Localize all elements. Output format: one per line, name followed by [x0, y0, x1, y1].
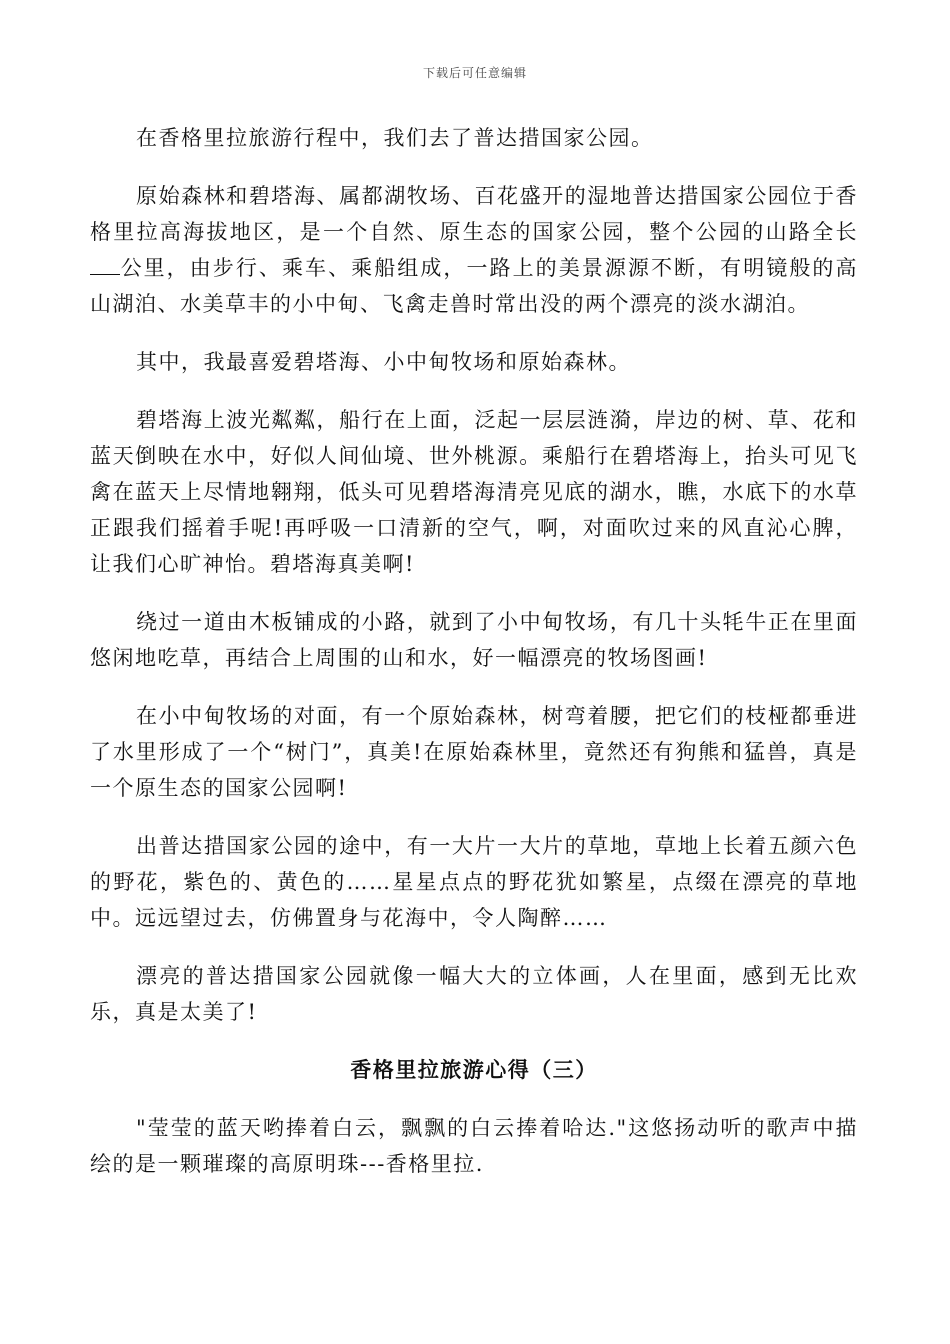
paragraph-forest: 在小中甸牧场的对面，有一个原始森林，树弯着腰，把它们的枝桠都垂进了水里形成了一个“树门”，真美!在原始森林里，竟然还有狗熊和猛兽，真是一个原生态的国家公园啊!: [90, 704, 858, 800]
fill-in-blank: [90, 256, 120, 275]
paragraph-pasture: 绕过一道由木板铺成的小路，就到了小中甸牧场，有几十头牦牛正在里面悠闲地吃草，再结合上周围的山和水，好一幅漂亮的牧场图画!: [90, 610, 858, 670]
paragraph-meadow: 出普达措国家公园的途中，有一大片一大片的草地，草地上长着五颜六色的野花，紫色的、黄色的……星星点点的野花犹如繁星，点缀在漂亮的草地中。远远望过去，仿佛置身与花海中，令人陶醉……: [90, 834, 858, 930]
paragraph-intro: 在香格里拉旅游行程中，我们去了普达措国家公园。: [136, 126, 654, 150]
paragraph-bita-lake: 碧塔海上波光粼粼，船行在上面，泛起一层层涟漪，岸边的树、草、花和蓝天倒映在水中，好似人间仙境、世外桃源。乘船行在碧塔海上，抬头可见飞禽在蓝天上尽情地翱翔，低头可见碧塔海清亮见底的湖水，瞧，水底下的水草正跟我们摇着手呢!再呼吸一口清新的空气，啊，对面吹过来的风直沁心脾，让我们心旷神怡。碧塔海真美啊!: [90, 408, 858, 576]
paragraph-favorites: 其中，我最喜爱碧塔海、小中甸牧场和原始森林。: [136, 350, 631, 374]
paragraph-song-intro: "莹莹的蓝天哟捧着白云，飘飘的白云捧着哈达."这悠扬动听的歌声中描绘的是一颗璀璨的高原明珠---香格里拉.: [90, 1116, 858, 1176]
paragraph-park-overview-part1: 原始森林和碧塔海、属都湖牧场、百花盛开的湿地普达措国家公园位于香格里拉高海拔地区，是一个自然、原生态的国家公园，整个公园的山路全长: [90, 184, 858, 244]
paragraph-conclusion: 漂亮的普达措国家公园就像一幅大大的立体画，人在里面，感到无比欢乐，真是太美了!: [90, 964, 858, 1024]
section-heading: 香格里拉旅游心得（三）: [350, 1058, 598, 1082]
page-header: 下载后可任意编辑: [422, 66, 527, 80]
paragraph-park-overview: [90, 178, 858, 322]
paragraph-park-overview-part2: 公里，由步行、乘车、乘船组成，一路上的美景源源不断，有明镜般的高山湖泊、水美草丰的小中甸、飞禽走兽时常出没的两个漂亮的淡水湖泊。: [90, 256, 858, 316]
document-body: [90, 120, 858, 1204]
